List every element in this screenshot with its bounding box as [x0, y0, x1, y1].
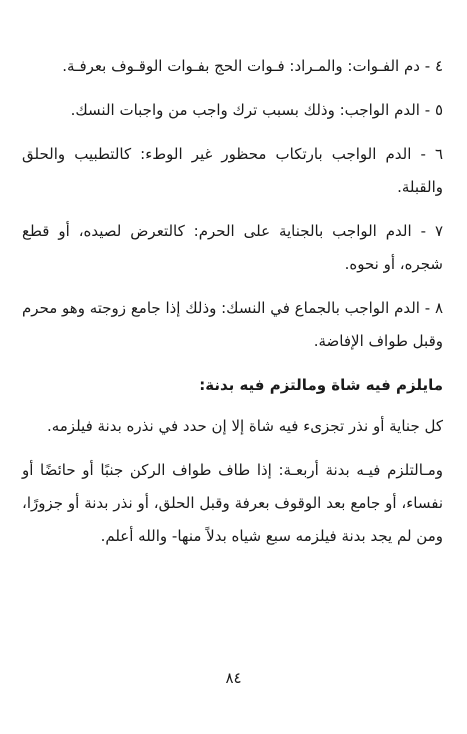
section-heading: مايلزم فيه شاة ومالتزم فيه بدنة:: [199, 376, 443, 394]
item-number: ٤ -: [424, 57, 443, 75]
item-text: دم الفـوات: والمـراد: فـوات الحج بفـوات الوقـوف بعرفـة.: [62, 57, 420, 75]
item-number: ٨ -: [424, 299, 443, 317]
list-item-6: [22, 138, 443, 204]
item-text: الدم الواجب بالجناية على الحرم: كالتعرض لصيده، أو قطع شجره، أو نحوه.: [22, 222, 443, 273]
page-content: [22, 50, 443, 564]
page-number: ٨٤: [225, 669, 242, 687]
item-number: ٦ -: [420, 145, 443, 163]
list-item-4: [22, 50, 443, 83]
body-paragraph-1: كل جناية أو نذر تجزىء فيه شاة إلا إن حدد في نذره بدنة فيلزمه.: [46, 417, 443, 435]
list-item-8: [22, 292, 443, 358]
list-item-7: [22, 215, 443, 281]
item-number: ٧ -: [420, 222, 443, 240]
item-text: الدم الواجب بالجماع في النسك: وذلك إذا جامع زوجته وهو محرم وقبل طواف الإفاضة.: [22, 299, 443, 350]
body-paragraph-2: ومـالتلزم فيـه بدنة أربعـة: إذا طاف طواف الركن جنبًا أو حائضًا أو نفساء، أو جامع بعد الوقوف بعرفة وقبل الحلق، أو نذر بدنة أو جزورًا، ومن لم يجد بدنة فيلزمه سبع شياه بدلاً منها- والله أعلم.: [22, 461, 443, 545]
list-item-5: [22, 94, 443, 127]
item-number: ٥ -: [424, 101, 443, 119]
item-text: الدم الواجب: وذلك بسبب ترك واجب من واجبات النسك.: [70, 101, 420, 119]
item-text: الدم الواجب بارتكاب محظور غير الوطء: كالتطبيب والحلق والقبلة.: [22, 145, 443, 196]
